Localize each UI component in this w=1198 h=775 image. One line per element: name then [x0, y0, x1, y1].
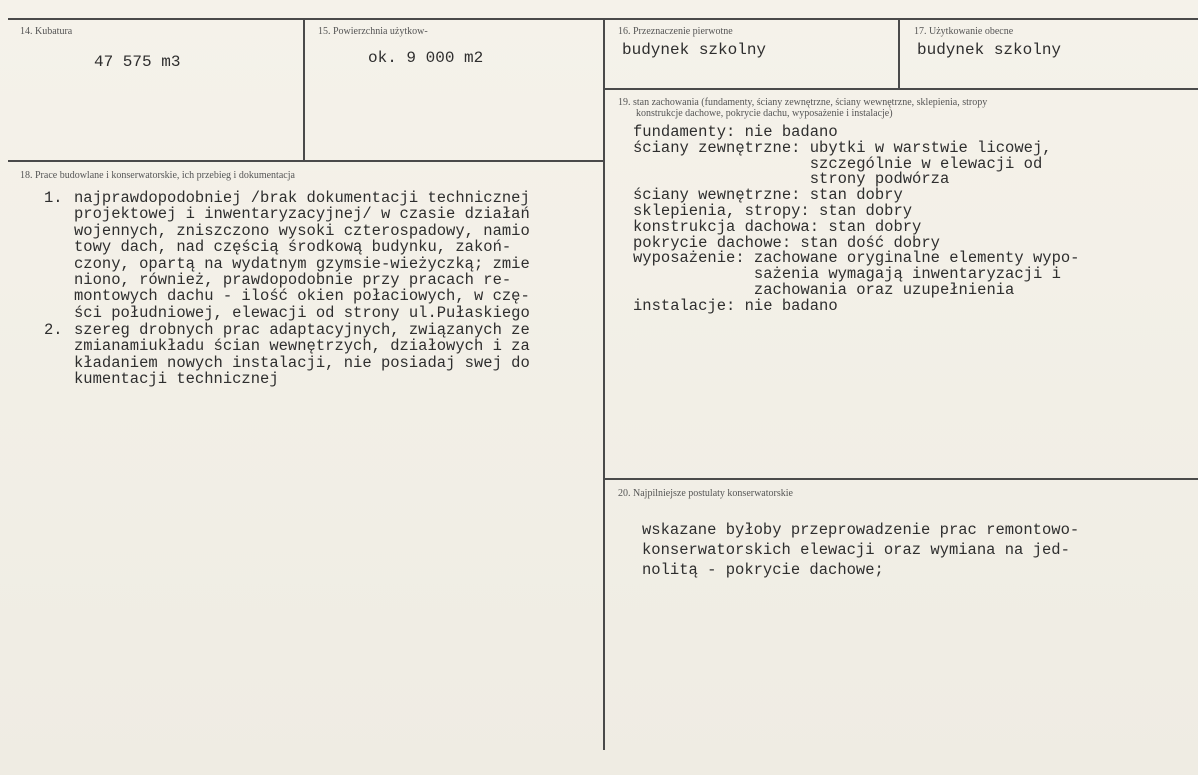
prace-item-number: 2.: [44, 320, 63, 339]
prace-item-line: projektowej i inwentaryzacyjnej/ w czasie działań: [74, 205, 530, 224]
powierzchnia-value: ok. 9 000 m2: [368, 49, 484, 67]
prace-item-line: najprawdopodobniej /brak dokumentacji technicznej: [74, 189, 530, 207]
divider-15-18: [8, 160, 603, 162]
stan-line: sażenia wymagają inwentaryzacji i: [633, 265, 1061, 284]
divider-16-17: [898, 18, 900, 88]
kubatura-label: 14. Kubatura: [20, 26, 73, 37]
stan-line: ściany zewnętrzne: ubytki w warstwie licowej,: [633, 138, 1052, 157]
postulaty-line: wskazane byłoby przeprowadzenie prac remontowo-: [642, 521, 1080, 539]
postulaty-line: konserwatorskich elewacji oraz wymiana na jed-: [642, 541, 1070, 559]
prace-item-line: montowych dachu - ilość okien połaciowych, w czę-: [74, 287, 530, 306]
prace-item-line: niono, również, prawdopodobnie przy pracach re-: [74, 271, 512, 289]
stan-line: zachowania oraz uzupełnienia: [633, 281, 1015, 299]
prace-item-line: szereg drobnych prac adaptacyjnych, związanych ze: [74, 320, 530, 339]
przeznaczenie-label: 16. Przeznaczenie pierwotne: [618, 26, 733, 37]
przeznaczenie-value: budynek szkolny: [622, 41, 767, 59]
prace-label: 18. Prace budowlane i konserwatorskie, ich przebieg i dokumentacja: [20, 170, 295, 181]
postulaty-line: nolitą - pokrycie dachowe;: [642, 561, 884, 579]
prace-item-line: kumentacji technicznej: [74, 369, 279, 388]
stan-line: sklepienia, stropy: stan dobry: [633, 202, 913, 220]
stan-label-line2: konstrukcje dachowe, pokrycie dachu, wyposażenie i instalacje): [636, 108, 893, 119]
stan-line: instalacje: nie badano: [633, 296, 838, 315]
kubatura-value: 47 575 m3: [94, 53, 181, 71]
prace-item-line: zmianamiukładu ścian wewnętrzych, działowych i za: [74, 337, 530, 356]
prace-item-number: 1.: [44, 189, 63, 207]
stan-line: strony podwórza: [633, 170, 950, 189]
powierzchnia-label: 15. Powierzchnia użytkow-: [318, 26, 428, 37]
stan-line: ściany wewnętrzne: stan dobry: [633, 186, 903, 205]
postulaty-label: 20. Najpilniejsze postulaty konserwatorskie: [618, 488, 793, 499]
uzytkowanie-label: 17. Użytkowanie obecne: [914, 26, 1014, 37]
prace-item-line: czony, opartą na wydatnym gzymsie-wieżyczką; zmie: [74, 254, 530, 273]
stan-line: konstrukcja dachowa: stan dobry: [633, 217, 922, 236]
stan-line: wyposażenie: zachowane oryginalne elementy wypo-: [633, 249, 1080, 268]
divider-19-20: [603, 478, 1198, 480]
stan-line: pokrycie dachowe: stan dość dobry: [633, 233, 940, 252]
stan-label-line1: 19. stan zachowania (fundamenty, ściany zewnętrzne, ściany wewnętrzne, sklepienia, stropy: [618, 97, 988, 108]
stan-line: fundamenty: nie badano: [633, 123, 838, 141]
prace-item-line: kładaniem nowych instalacji, nie posiadaj swej do: [74, 353, 530, 372]
prace-item-line: towy dach, nad częścią środkową budynku, zakoń-: [74, 238, 512, 257]
prace-item-line: wojennych, zniszczono wysoki czterospadowy, namio: [74, 221, 530, 240]
divider-left-right: [603, 18, 605, 750]
uzytkowanie-value: budynek szkolny: [917, 41, 1062, 59]
divider-14-15: [303, 18, 305, 160]
stan-line: szczególnie w elewacji od: [633, 154, 1043, 173]
prace-item-line: ści południowej, elewacji od strony ul.Pułaskiego: [74, 303, 530, 322]
divider-16-19: [603, 88, 1198, 90]
